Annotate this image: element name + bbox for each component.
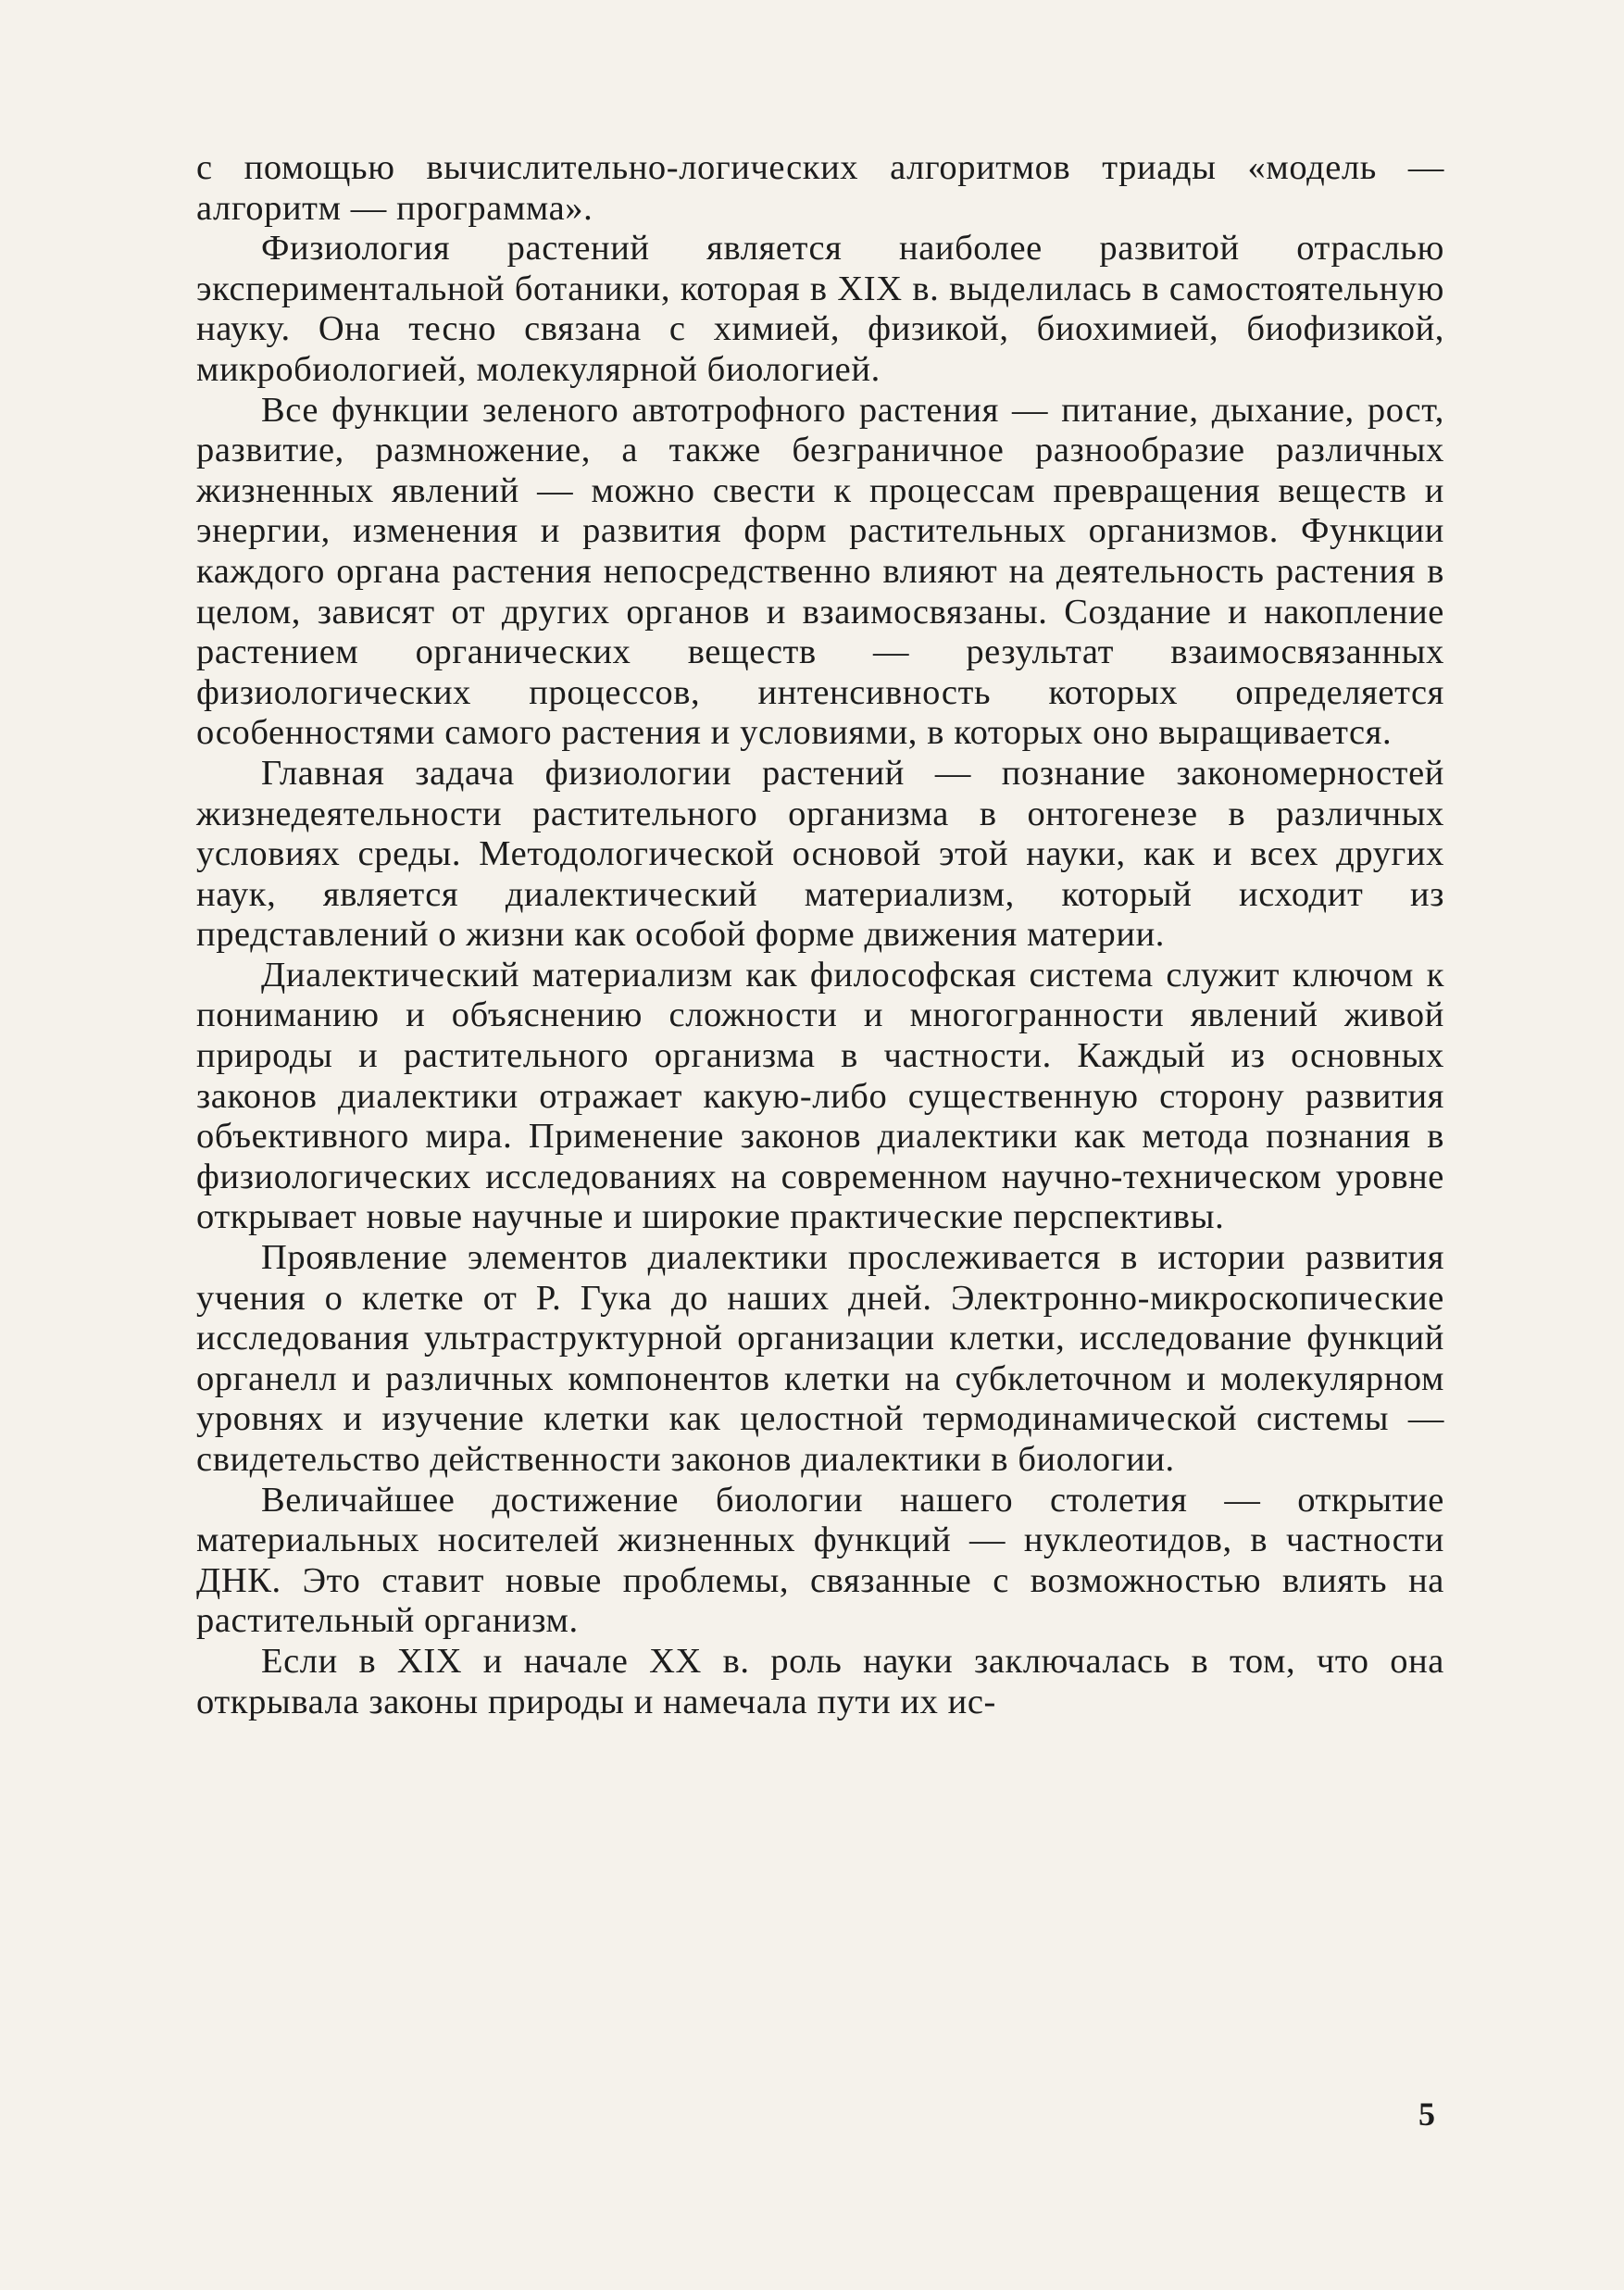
body-text bbox=[196, 148, 1444, 1722]
paragraph-7: Величайшее достижение биологии нашего столетия — открытие материальных носителей жизненных функций — нуклеотидов, в частности ДНК. Это ставит новые проблемы, связанные с возможностью влиять на растительный организм. bbox=[196, 1480, 1444, 1641]
page-number: 5 bbox=[1418, 2096, 1435, 2133]
paragraph-4: Главная задача физиологии растений — познание закономерностей жизнедеятельности растительного организма в онтогенезе в различных условиях среды. Методологической основой этой науки, как и всех других наук, является диалектический материализм, который исходит из представлений о жизни как особой форме движения материи. bbox=[196, 753, 1444, 955]
paragraph-2: Физиология растений является наиболее развитой отраслью экспериментальной ботаники, которая в XIX в. выделилась в самостоятельную науку. Она тесно связана с химией, физикой, биохимией, биофизикой, микробиологией, молекулярной биологией. bbox=[196, 229, 1444, 389]
paragraph-1: с помощью вычислительно-логических алгоритмов триады «модель — алгоритм — программа». bbox=[196, 148, 1444, 228]
paragraph-3: Все функции зеленого автотрофного растения — питание, дыхание, рост, развитие, размножение, а также безграничное разнообразие различных жизненных явлений — можно свести к процессам превращения веществ и энергии, изменения и развития форм растительных организмов. Функции каждого органа растения непосредственно влияют на деятельность растения в целом, зависят от других органов и взаимосвязаны. Создание и накопление растением органических веществ — результат взаимосвязанных физиологических процессов, интенсивность которых определяется особенностями самого растения и условиями, в которых оно выращивается. bbox=[196, 390, 1444, 753]
paragraph-5: Диалектический материализм как философская система служит ключом к пониманию и объяснению сложности и многогранности явлений живой природы и растительного организма в частности. Каждый из основных законов диалектики отражает какую-либо существенную сторону развития объективного мира. Применение законов диалектики как метода познания в физиологических исследованиях на современном научно-техническом уровне открывает новые научные и широкие практические перспективы. bbox=[196, 955, 1444, 1237]
paragraph-6: Проявление элементов диалектики прослеживается в истории развития учения о клетке от Р. Гука до наших дней. Электронно-микроскопические исследования ультраструктурной организации клетки, исследование функций органелл и различных компонентов клетки на субклеточном и молекулярном уровнях и изучение клетки как целостной термодинамической системы — свидетельство действенности законов диалектики в биологии. bbox=[196, 1238, 1444, 1479]
paragraph-8: Если в XIX и начале XX в. роль науки заключалась в том, что она открывала законы природы и намечала пути их ис- bbox=[196, 1641, 1444, 1721]
